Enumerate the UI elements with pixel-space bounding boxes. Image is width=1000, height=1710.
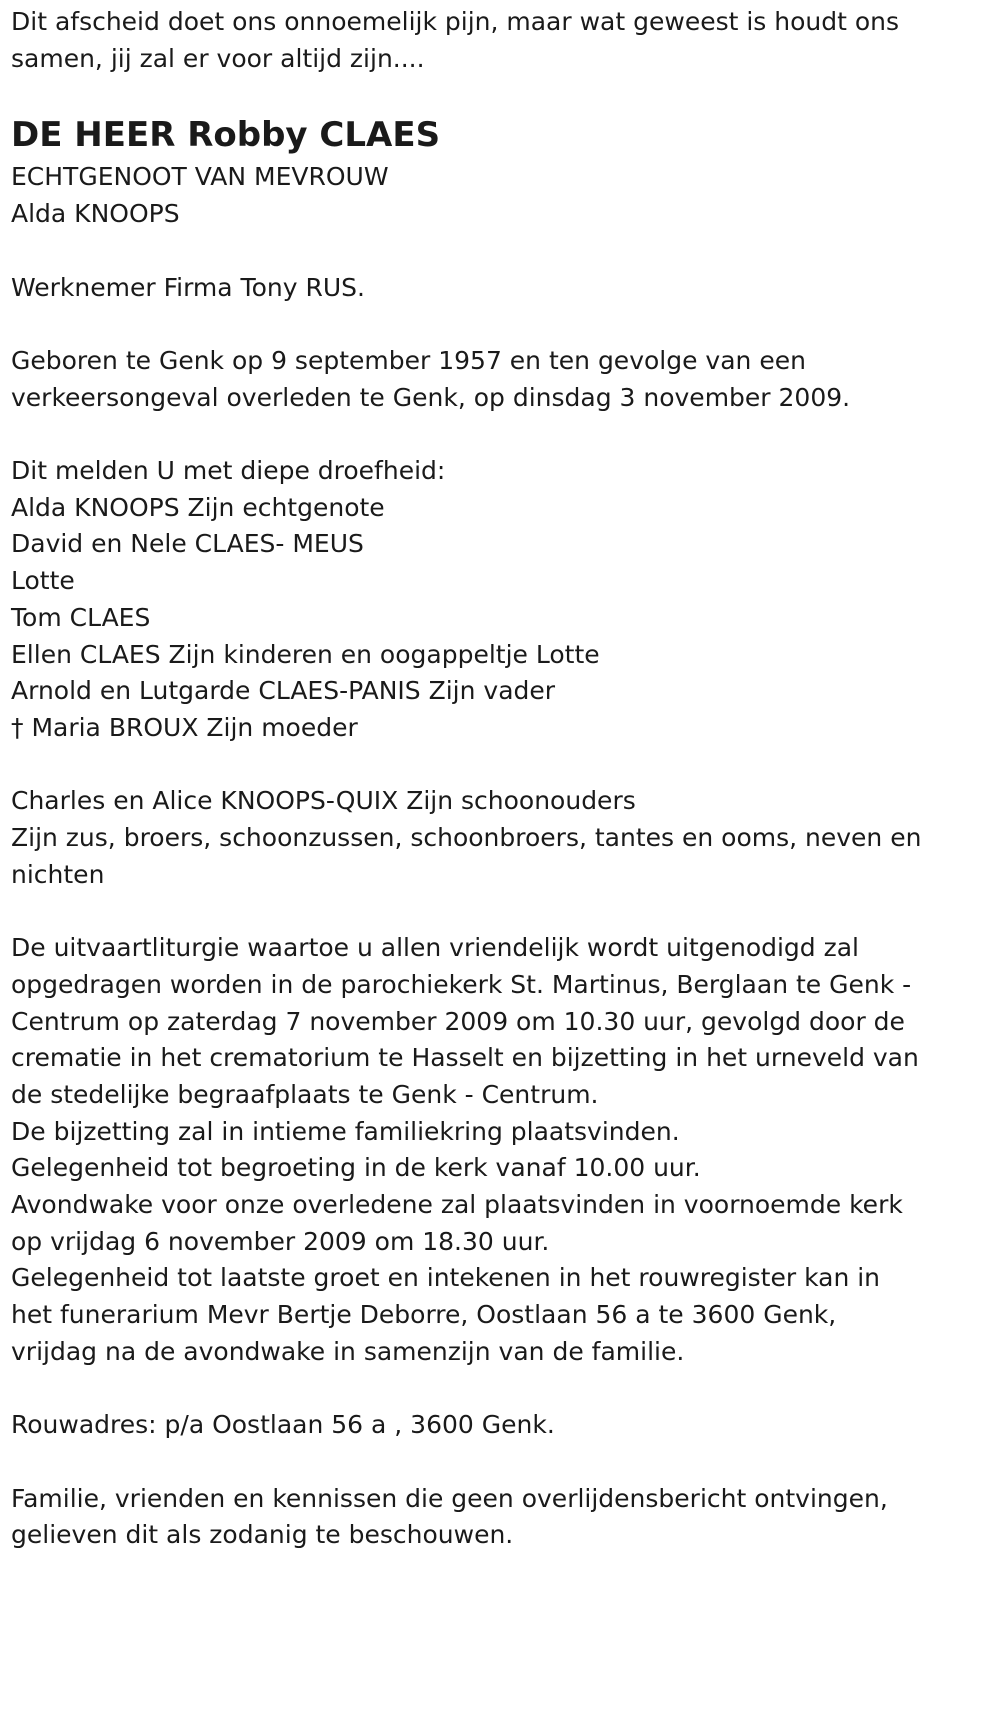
ceremony-line-11: het funerarium Mevr Bertje Deborre, Oostlaan 56 a te 3600 Genk, [11, 1300, 837, 1330]
family-line-announcement: Dit melden U met diepe droefheid: [11, 455, 446, 485]
deceased-name: DE HEER Robby CLAES [11, 115, 441, 156]
spouse-title: ECHTGENOOT VAN MEVROUW [11, 162, 389, 192]
ceremony-line-12: vrijdag na de avondwake in samenzijn van de familie. [11, 1336, 685, 1366]
spacer [11, 233, 990, 270]
birth-death-line-2: verkeersongeval overleden te Genk, op dinsdag 3 november 2009. [11, 382, 851, 412]
family-line-mother: † Maria BROUX Zijn moeder [11, 712, 358, 742]
ceremony-line-9: op vrijdag 6 november 2009 om 18.30 uur. [11, 1226, 550, 1256]
in-laws-line-1: Charles en Alice KNOOPS-QUIX Zijn schoonouders [11, 786, 636, 816]
ceremony-line-7: Gelegenheid tot begroeting in de kerk vanaf 10.00 uur. [11, 1153, 701, 1183]
spacer [11, 306, 990, 343]
spacer [11, 893, 990, 930]
ceremony-line-2: opgedragen worden in de parochiekerk St. Martinus, Berglaan te Genk - [11, 969, 912, 999]
closing-line-2: gelieven dit als zodanig te beschouwen. [11, 1520, 514, 1550]
closing-line-1: Familie, vrienden en kennissen die geen overlijdensbericht ontvingen, [11, 1483, 888, 1513]
ceremony-line-5: de stedelijke begraafplaats te Genk - Centrum. [11, 1079, 599, 1109]
family-line-child: Tom CLAES [11, 602, 151, 632]
spacer [11, 1371, 990, 1408]
intro-line-2: samen, jij zal er voor altijd zijn.... [11, 43, 425, 73]
family-line-grandchild: Lotte [11, 566, 75, 596]
family-line-child: Ellen CLAES Zijn kinderen en oogappeltje Lotte [11, 639, 600, 669]
ceremony-line-1: De uitvaartliturgie waartoe u allen vriendelijk wordt uitgenodigd zal [11, 933, 859, 963]
spacer [11, 747, 990, 784]
mourning-address: Rouwadres: p/a Oostlaan 56 a , 3600 Genk. [11, 1410, 555, 1440]
intro-line-1: Dit afscheid doet ons onnoemelijk pijn, maar wat geweest is houdt ons [11, 7, 900, 36]
in-laws-line-3: nichten [11, 859, 105, 889]
spouse-name: Alda KNOOPS [11, 199, 180, 229]
family-line-spouse: Alda KNOOPS Zijn echtgenote [11, 492, 385, 522]
ceremony-line-3: Centrum op zaterdag 7 november 2009 om 10.30 uur, gevolgd door de [11, 1006, 905, 1036]
family-line-child: David en Nele CLAES- MEUS [11, 529, 364, 559]
birth-death-line-1: Geboren te Genk op 9 september 1957 en ten gevolge van een [11, 345, 806, 375]
ceremony-line-4: crematie in het crematorium te Hasselt en bijzetting in het urneveld van [11, 1043, 919, 1073]
ceremony-line-6: De bijzetting zal in intieme familiekring plaatsvinden. [11, 1116, 680, 1146]
employer-line: Werknemer Firma Tony RUS. [11, 272, 365, 302]
family-line-father: Arnold en Lutgarde CLAES-PANIS Zijn vader [11, 676, 556, 706]
ceremony-line-8: Avondwake voor onze overledene zal plaatsvinden in voornoemde kerk [11, 1190, 903, 1220]
in-laws-line-2: Zijn zus, broers, schoonzussen, schoonbroers, tantes en ooms, neven en [11, 823, 922, 852]
spacer [11, 416, 990, 453]
spacer [11, 1444, 990, 1481]
ceremony-line-10: Gelegenheid tot laatste groet en intekenen in het rouwregister kan in [11, 1263, 881, 1293]
